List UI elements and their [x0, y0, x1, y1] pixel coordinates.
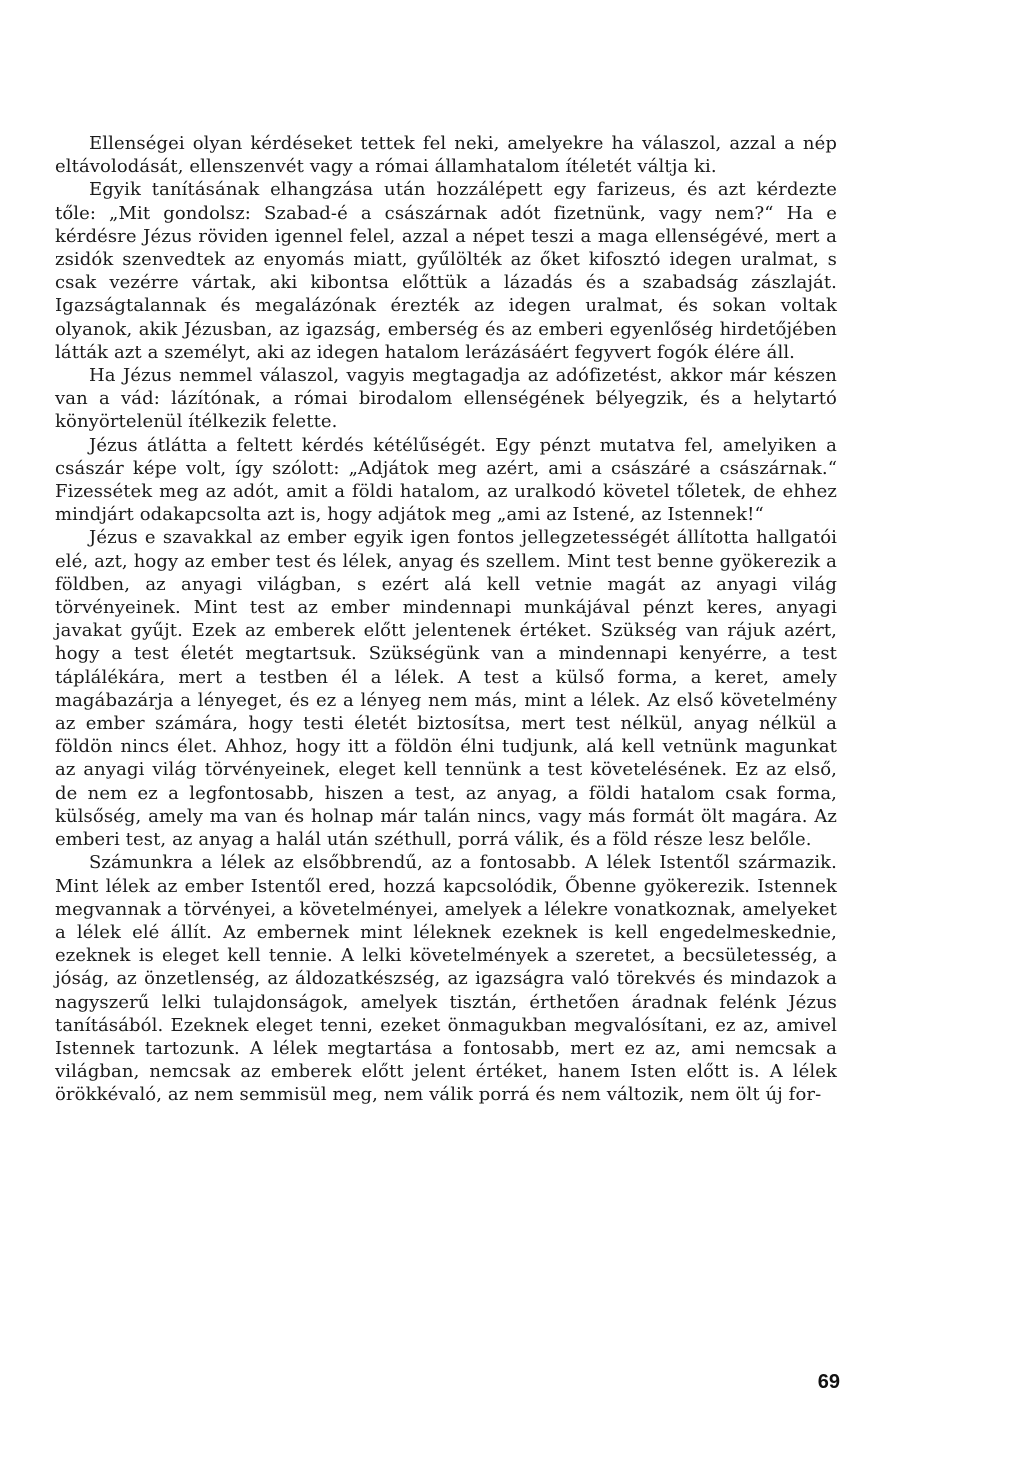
paragraph-4: Jézus átlátta a feltett kérdés kétélűségét. Egy pénzt mutatva fel, amelyiken a császár képe volt, így szólott: „Adjátok meg azért, ami a császáré a császárnak.“ Fizessétek meg az adót, amit a földi hatalom, az uralkodó követel tőletek, de ehhez mindjárt odakapcsolta azt is, hogy adjátok meg „ami az Istené, az Istennek!“	[55, 434, 837, 526]
paragraph-5: Jézus e szavakkal az ember egyik igen fontos jellegzetességét állította hallgatói elé, azt, hogy az ember test és lélek, anyag és szellem. Mint test benne gyökerezik a földben, az anyagi világban, s ezért alá kell vetnie magát az anyagi világ törvényeinek. Mint test az ember mindennapi munkájával pénzt keres, anyagi javakat gyűjt. Ezek az emberek előtt jelentenek értéket. Szükség van rájuk azért, hogy a test életét megtartsuk. Szükségünk van a mindennapi kenyérre, a test táplálékára, mert a testben él a lélek. A test a külső forma, a keret, amely magábazárja a lényeget, és ez a lényeg nem más, mint a lélek. Az első követelmény az ember számára, hogy testi életét biztosítsa, mert test nélkül, anyag nélkül a földön nincs élet. Ahhoz, hogy itt a földön élni tudjunk, alá kell vetnünk magunkat az anyagi világ törvényeinek, eleget kell tennünk a test követelésének. Ez az első, de nem ez a legfontosabb, hiszen a test, az anyag, a földi hatalom csak forma, külsőség, amely ma van és holnap már talán nincs, vagy más formát ölt magára. Az emberi test, az anyag a halál után széthull, porrá válik, és a föld része lesz belőle.	[55, 527, 837, 851]
paragraph-2: Egyik tanításának elhangzása után hozzálépett egy farizeus, és azt kérdezte tőle: „Mit gondolsz: Szabad-é a császárnak adót fizetnünk, vagy nem?“ Ha e kérdésre Jézus röviden igennel felel, azzal a népet teszi a maga ellenségévé, mert a zsidók szenvedtek az enyomás miatt, gyűlölték az őket kifosztó idegen uralmat, s csak vezérre vártak, aki kibontsa előttük a lázadás és a szabadság zászlaját. Igazságtalannak és megalázónak érezték az idegen uralmat, és sokan voltak olyanok, akik Jézusban, az igazság, emberség és az emberi egyenlőség hirdetőjében látták azt a személyt, aki az idegen hatalom lerázásáért fegyvert fogók élére áll.	[55, 179, 837, 363]
paragraph-6: Számunkra a lélek az elsőbbrendű, az a fontosabb. A lélek Istentől származik. Mint lélek az ember Istentől ered, hozzá kapcsolódik, Őbenne gyökerezik. Istennek megvannak a törvényei, a követelményei, amelyek a lélekre vonatkoznak, amelyeket a lélek elé állít. Az embernek mint léleknek ezeknek is kell engedelmeskednie, ezeknek is eleget kell tennie. A lelki követelmények a szeretet, a becsületesség, a jóság, az önzetlenség, az áldozatkészség, az igazságra való törekvés és mindazok a nagyszerű lelki tulajdonságok, amelyek tisztán, érthetően áradnak felénk Jézus tanításából. Ezeknek eleget tenni, ezeket önmagukban megvalósítani, ez az, amivel Istennek tartozunk. A lélek megtartása a fontosabb, mert ez az, ami nemcsak a világban, nemcsak az emberek előtt jelent értéket, hanem Isten előtt is. A lélek örökkévaló, az nem semmisül meg, nem válik porrá és nem változik, nem ölt új for-	[55, 852, 837, 1106]
paragraph-3: Ha Jézus nemmel válaszol, vagyis megtagadja az adófizetést, akkor már készen van a vád: lázítónak, a római birodalom ellenségének bélyegzik, és a helytartó könyörtelenül ítélkezik felette.	[55, 365, 837, 433]
paragraph-1: Ellenségei olyan kérdéseket tettek fel neki, amelyekre ha válaszol, azzal a nép eltávolodását, ellenszenvét vagy a római államhatalom ítéletét váltja ki.	[55, 133, 837, 178]
page-number: 69	[817, 1371, 840, 1393]
body-text	[55, 132, 837, 1107]
